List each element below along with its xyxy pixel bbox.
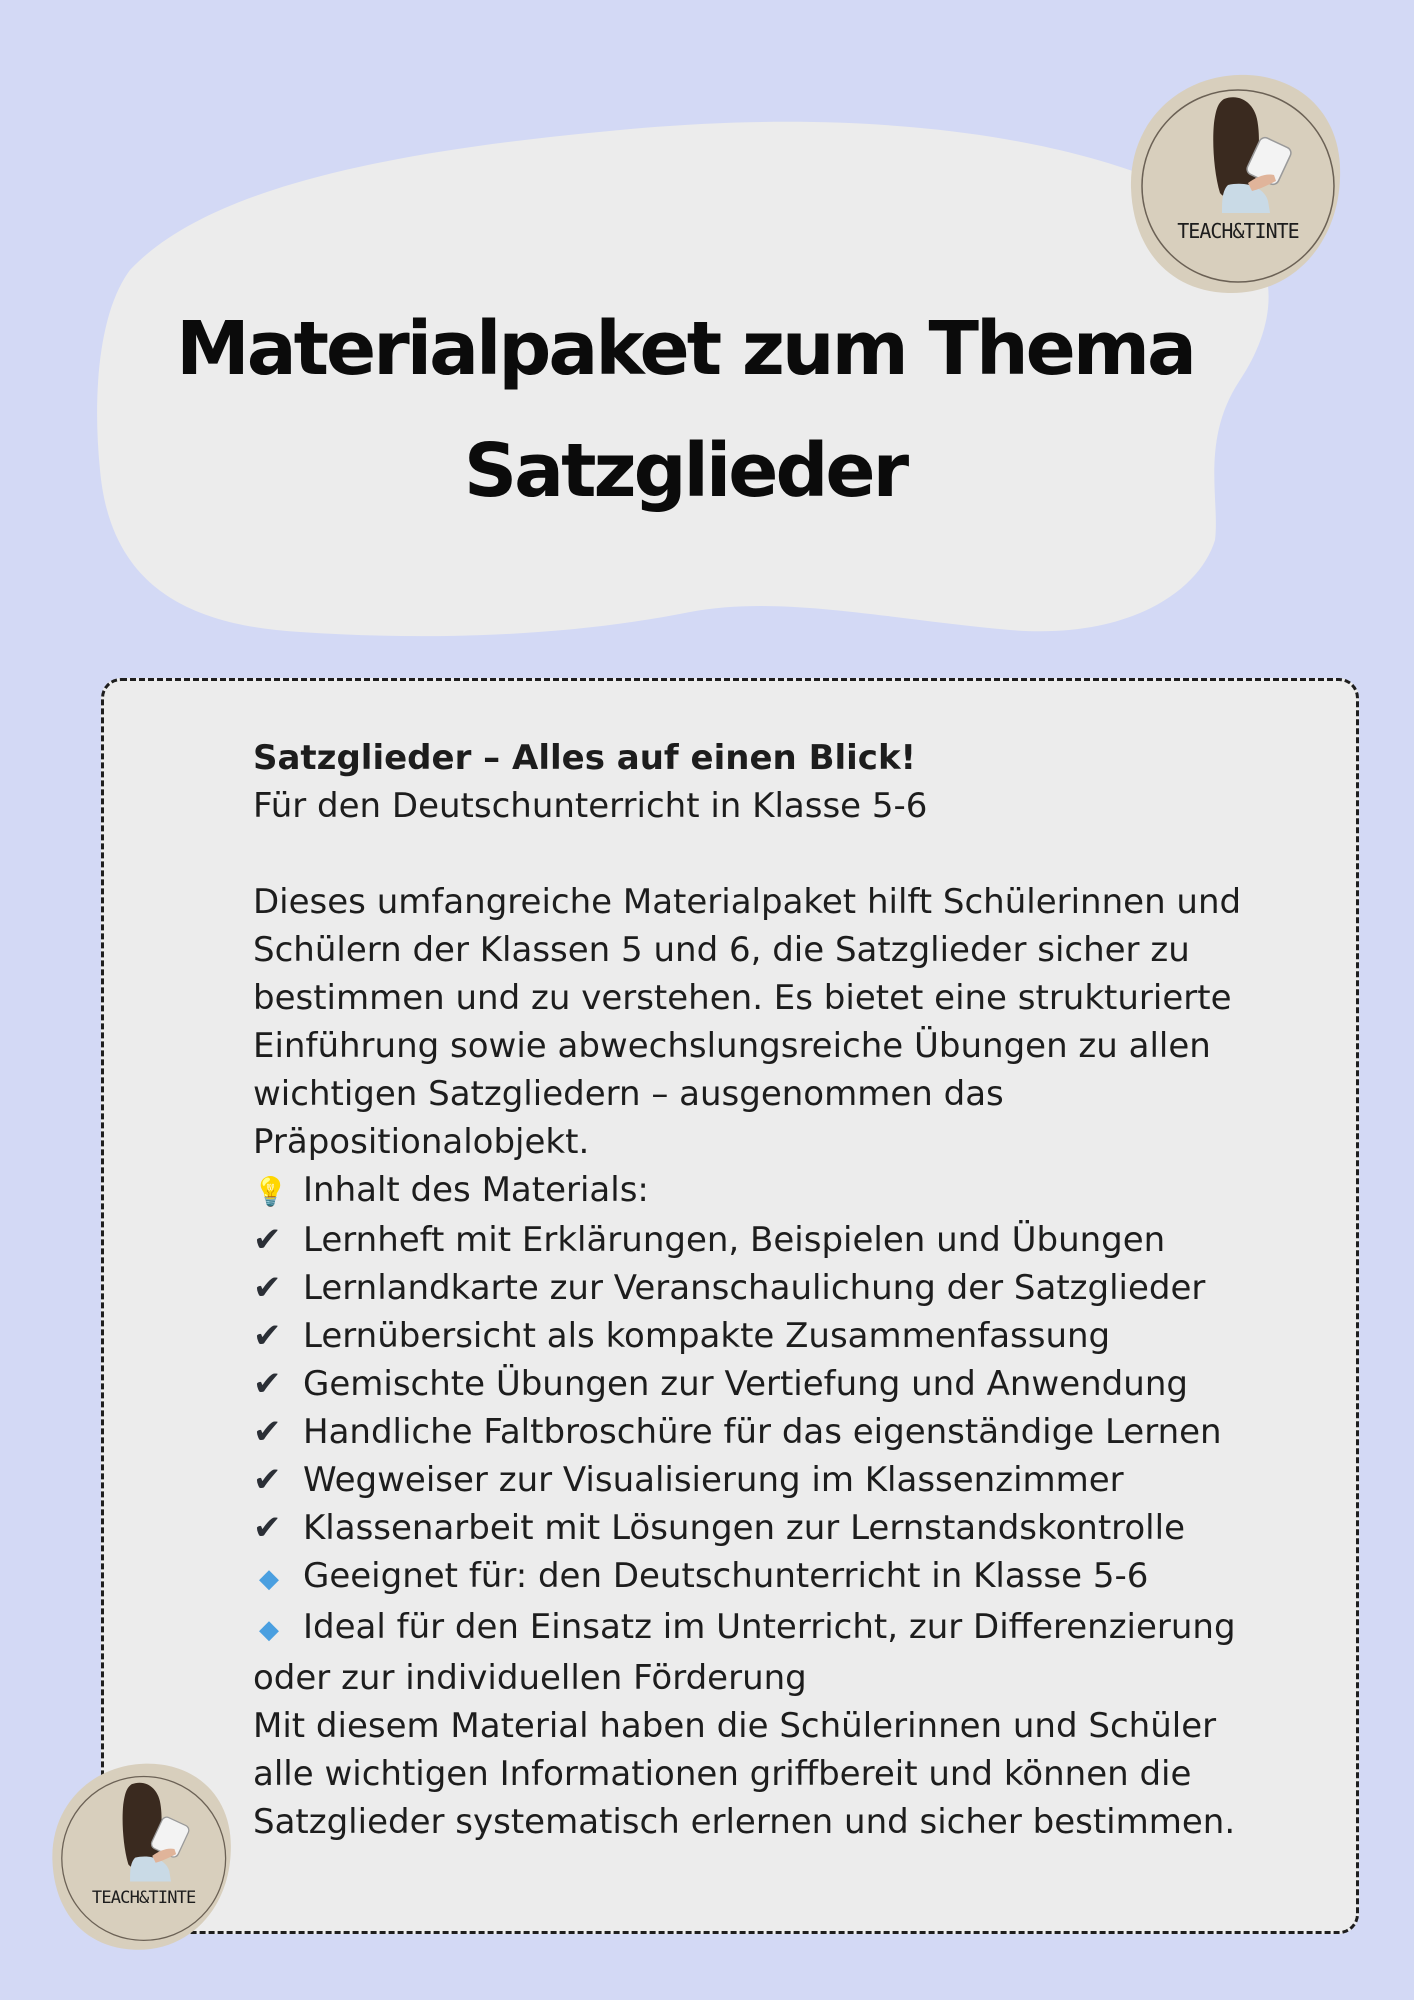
list-item-text: Lernübersicht als kompakte Zusammenfassung	[303, 1316, 1111, 1356]
suitable-text: Geeignet für: den Deutschunterricht in Klasse 5-6	[303, 1556, 1149, 1596]
list-item	[253, 1504, 1293, 1552]
spacer	[253, 830, 1293, 878]
list-item-text: Klassenarbeit mit Lösungen zur Lernstandskontrolle	[303, 1508, 1185, 1548]
closing-line: Satzglieder systematisch erlernen und sicher bestimmen.	[253, 1802, 1236, 1842]
checkmark-icon: ✔	[253, 1412, 282, 1452]
list-item	[253, 1456, 1293, 1504]
list-item	[253, 1264, 1293, 1312]
checkmark-icon: ✔	[253, 1460, 282, 1500]
ideal-text-continued: oder zur individuellen Förderung	[253, 1658, 807, 1698]
description-line: wichtigen Satzgliedern – ausgenommen das	[253, 1074, 1004, 1114]
description-line: Schülern der Klassen 5 und 6, die Satzglieder sicher zu	[253, 930, 1190, 970]
checkmark-icon: ✔	[253, 1508, 282, 1548]
lightbulb-icon: 💡	[253, 1175, 288, 1208]
logo-text: TEACH&TINTE	[1177, 219, 1299, 243]
description-line: Einführung sowie abwechslungsreiche Übungen zu allen	[253, 1026, 1211, 1066]
list-item	[253, 1312, 1293, 1360]
description-line: Präpositionalobjekt.	[253, 1122, 590, 1162]
diamond-icon: ◆	[259, 1615, 279, 1645]
list-item	[253, 1360, 1293, 1408]
page-title	[150, 288, 1220, 532]
contents-label-row	[253, 1166, 1293, 1216]
list-item	[253, 1408, 1293, 1456]
brand-logo-top	[1128, 73, 1344, 298]
contents-label: Inhalt des Materials:	[303, 1170, 649, 1210]
logo-text: TEACH&TINTE	[91, 1887, 196, 1908]
description-line: Dieses umfangreiche Materialpaket hilft Schülerinnen und	[253, 882, 1242, 922]
list-item-text: Gemischte Übungen zur Vertiefung und Anwendung	[303, 1364, 1188, 1404]
list-item-text: Wegweiser zur Visualisierung im Klassenzimmer	[303, 1460, 1124, 1500]
description-line: bestimmen und zu verstehen. Es bietet eine strukturierte	[253, 978, 1232, 1018]
suitable-row	[253, 1552, 1293, 1603]
list-item-text: Lernlandkarte zur Veranschaulichung der Satzglieder	[303, 1268, 1206, 1308]
ideal-text: Ideal für den Einsatz im Unterricht, zur Differenzierung	[303, 1607, 1236, 1647]
content-heading: Satzglieder – Alles auf einen Blick!	[253, 738, 917, 778]
closing-line: alle wichtigen Informationen griffbereit und können die	[253, 1754, 1192, 1794]
brand-logo-bottom	[48, 1762, 236, 1954]
ideal-row	[253, 1603, 1293, 1654]
checkmark-icon: ✔	[253, 1364, 282, 1404]
diamond-icon: ◆	[259, 1564, 279, 1594]
list-item-text: Lernheft mit Erklärungen, Beispielen und Übungen	[303, 1220, 1166, 1260]
title-line-1: Materialpaket zum Thema	[176, 306, 1194, 392]
list-item-text: Handliche Faltbroschüre für das eigenständige Lernen	[303, 1412, 1222, 1452]
list-item	[253, 1216, 1293, 1264]
closing-line: Mit diesem Material haben die Schülerinnen und Schüler	[253, 1706, 1217, 1746]
checkmark-icon: ✔	[253, 1220, 282, 1260]
description-content	[253, 734, 1293, 1846]
content-subheading: Für den Deutschunterricht in Klasse 5-6	[253, 786, 928, 826]
title-line-2: Satzglieder	[463, 428, 907, 514]
checkmark-icon: ✔	[253, 1268, 282, 1308]
checkmark-icon: ✔	[253, 1316, 282, 1356]
